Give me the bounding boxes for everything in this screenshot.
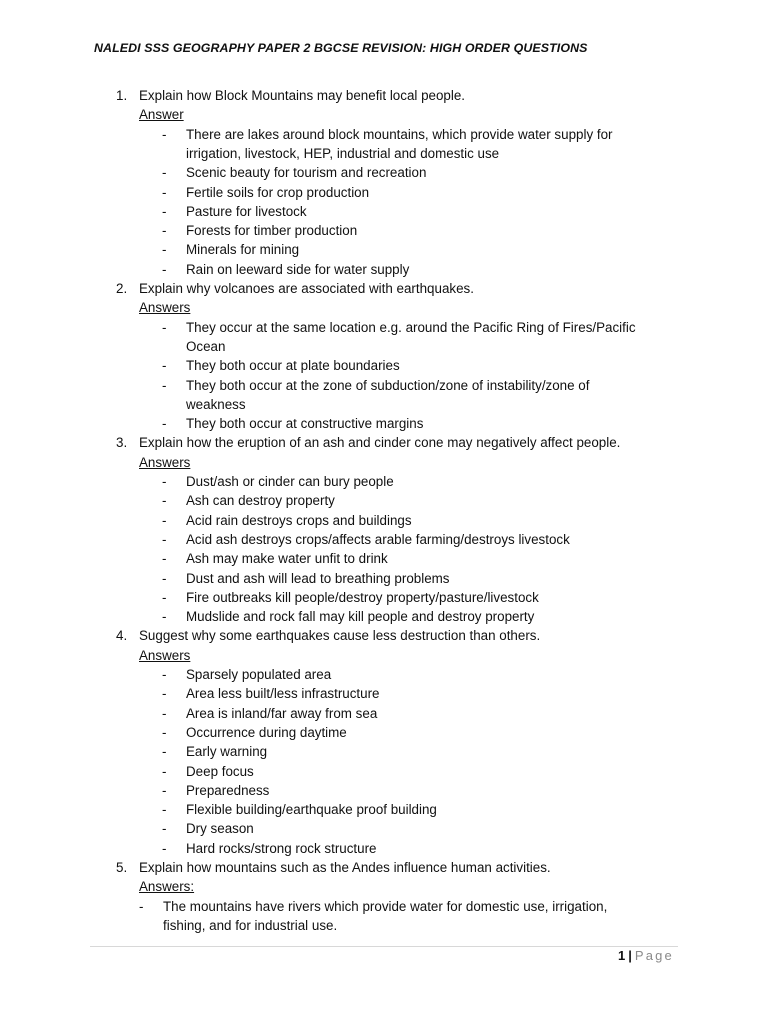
answer-text: The mountains have rivers which provide water for domestic use, irrigation, bbox=[163, 898, 608, 914]
bullet-dash: - bbox=[162, 551, 167, 567]
answer-text: They both occur at constructive margins bbox=[186, 416, 424, 432]
bullet-dash: - bbox=[162, 589, 167, 605]
question-number: 2. bbox=[116, 281, 128, 296]
question-text: Explain why volcanoes are associated with earthquakes. bbox=[139, 281, 474, 296]
answer-label: Answers bbox=[139, 454, 191, 470]
bullet-dash: - bbox=[162, 531, 167, 547]
answer-text: irrigation, livestock, HEP, industrial and domestic use bbox=[186, 145, 500, 161]
bullet-dash: - bbox=[162, 724, 167, 740]
answer-text: Fertile soils for crop production bbox=[186, 184, 370, 200]
answer-text: Deep focus bbox=[186, 763, 254, 779]
footer-divider bbox=[90, 946, 678, 947]
answer-text: fishing, and for industrial use. bbox=[163, 917, 338, 933]
bullet-dash: - bbox=[162, 358, 167, 374]
question-text: Explain how the eruption of an ash and cinder cone may negatively affect people. bbox=[139, 435, 621, 451]
answer-text: Fire outbreaks kill people/destroy property/pasture/livestock bbox=[186, 589, 539, 605]
bullet-dash: - bbox=[162, 319, 167, 335]
bullet-dash: - bbox=[139, 898, 144, 914]
answer-text: Flexible building/earthquake proof building bbox=[186, 802, 437, 818]
answer-text: They both occur at the zone of subduction/zone of instability/zone of bbox=[186, 377, 590, 393]
bullet-dash: - bbox=[162, 744, 167, 760]
bullet-dash: - bbox=[162, 512, 167, 528]
answer-text: Hard rocks/strong rock structure bbox=[186, 840, 377, 856]
bullet-dash: - bbox=[162, 782, 167, 798]
page-number: 1 bbox=[617, 948, 626, 963]
question-number: 5. bbox=[116, 860, 128, 875]
bullet-dash: - bbox=[162, 416, 167, 432]
page-separator: | bbox=[628, 948, 632, 963]
answer-text: Dry season bbox=[186, 821, 254, 837]
bullet-dash: - bbox=[162, 203, 167, 219]
question-text: Suggest why some earthquakes cause less destruction than others. bbox=[139, 628, 541, 644]
question-text: Explain how mountains such as the Andes influence human activities. bbox=[139, 860, 551, 875]
answer-text: Dust and ash will lead to breathing problems bbox=[186, 570, 450, 586]
page-label: Page bbox=[634, 948, 674, 963]
answer-text: Minerals for mining bbox=[186, 242, 300, 258]
bullet-dash: - bbox=[162, 821, 167, 837]
question-text: Explain how Block Mountains may benefit local people. bbox=[139, 88, 466, 103]
bullet-dash: - bbox=[162, 840, 167, 856]
bullet-dash: - bbox=[162, 165, 167, 181]
answer-text: Scenic beauty for tourism and recreation bbox=[186, 165, 427, 181]
answer-text: Area less built/less infrastructure bbox=[186, 686, 380, 702]
answer-text: Ash may make water unfit to drink bbox=[186, 551, 388, 567]
answer-text: They occur at the same location e.g. around the Pacific Ring of Fires/Pacific bbox=[186, 319, 636, 335]
answer-text: Mudslide and rock fall may kill people and destroy property bbox=[186, 609, 535, 625]
answer-text: There are lakes around block mountains, which provide water supply for bbox=[186, 126, 613, 142]
answer-text: Acid rain destroys crops and buildings bbox=[186, 512, 412, 528]
bullet-dash: - bbox=[162, 609, 167, 625]
answer-text: Preparedness bbox=[186, 782, 270, 798]
answer-label: Answers bbox=[139, 300, 191, 316]
bullet-dash: - bbox=[162, 493, 167, 509]
bullet-dash: - bbox=[162, 667, 167, 682]
question-number: 3. bbox=[116, 435, 128, 451]
bullet-dash: - bbox=[162, 705, 167, 721]
answer-label: Answer bbox=[139, 107, 184, 123]
bullet-dash: - bbox=[162, 223, 167, 239]
bullet-dash: - bbox=[162, 261, 167, 277]
question-number: 4. bbox=[116, 628, 128, 644]
bullet-dash: - bbox=[162, 686, 167, 702]
answer-text: Sparsely populated area bbox=[186, 667, 332, 682]
answer-label: Answers: bbox=[139, 879, 195, 895]
document-header: NALEDI SSS GEOGRAPHY PAPER 2 BGCSE REVISION: HIGH ORDER QUESTIONS bbox=[94, 41, 588, 55]
answer-text: Ash can destroy property bbox=[186, 493, 335, 509]
answer-text: Dust/ash or cinder can bury people bbox=[186, 474, 394, 489]
bullet-dash: - bbox=[162, 377, 167, 393]
bullet-dash: - bbox=[162, 763, 167, 779]
answer-text: Area is inland/far away from sea bbox=[186, 705, 378, 721]
bullet-dash: - bbox=[162, 474, 167, 489]
answer-text: Rain on leeward side for water supply bbox=[186, 261, 410, 277]
bullet-dash: - bbox=[162, 242, 167, 258]
answer-text: They both occur at plate boundaries bbox=[186, 358, 400, 374]
question-number: 1. bbox=[116, 88, 128, 103]
answer-text: Acid ash destroys crops/affects arable farming/destroys livestock bbox=[186, 531, 570, 547]
bullet-dash: - bbox=[162, 570, 167, 586]
bullet-dash: - bbox=[162, 802, 167, 818]
answer-label: Answers bbox=[139, 647, 191, 663]
answer-text: Occurrence during daytime bbox=[186, 724, 347, 740]
answer-text: weakness bbox=[186, 396, 246, 412]
page-footer bbox=[580, 948, 674, 963]
answer-text: Early warning bbox=[186, 744, 268, 760]
answer-text: Ocean bbox=[186, 338, 226, 354]
bullet-dash: - bbox=[162, 126, 167, 142]
answer-text: Forests for timber production bbox=[186, 223, 358, 239]
bullet-dash: - bbox=[162, 184, 167, 200]
answer-text: Pasture for livestock bbox=[186, 203, 307, 219]
